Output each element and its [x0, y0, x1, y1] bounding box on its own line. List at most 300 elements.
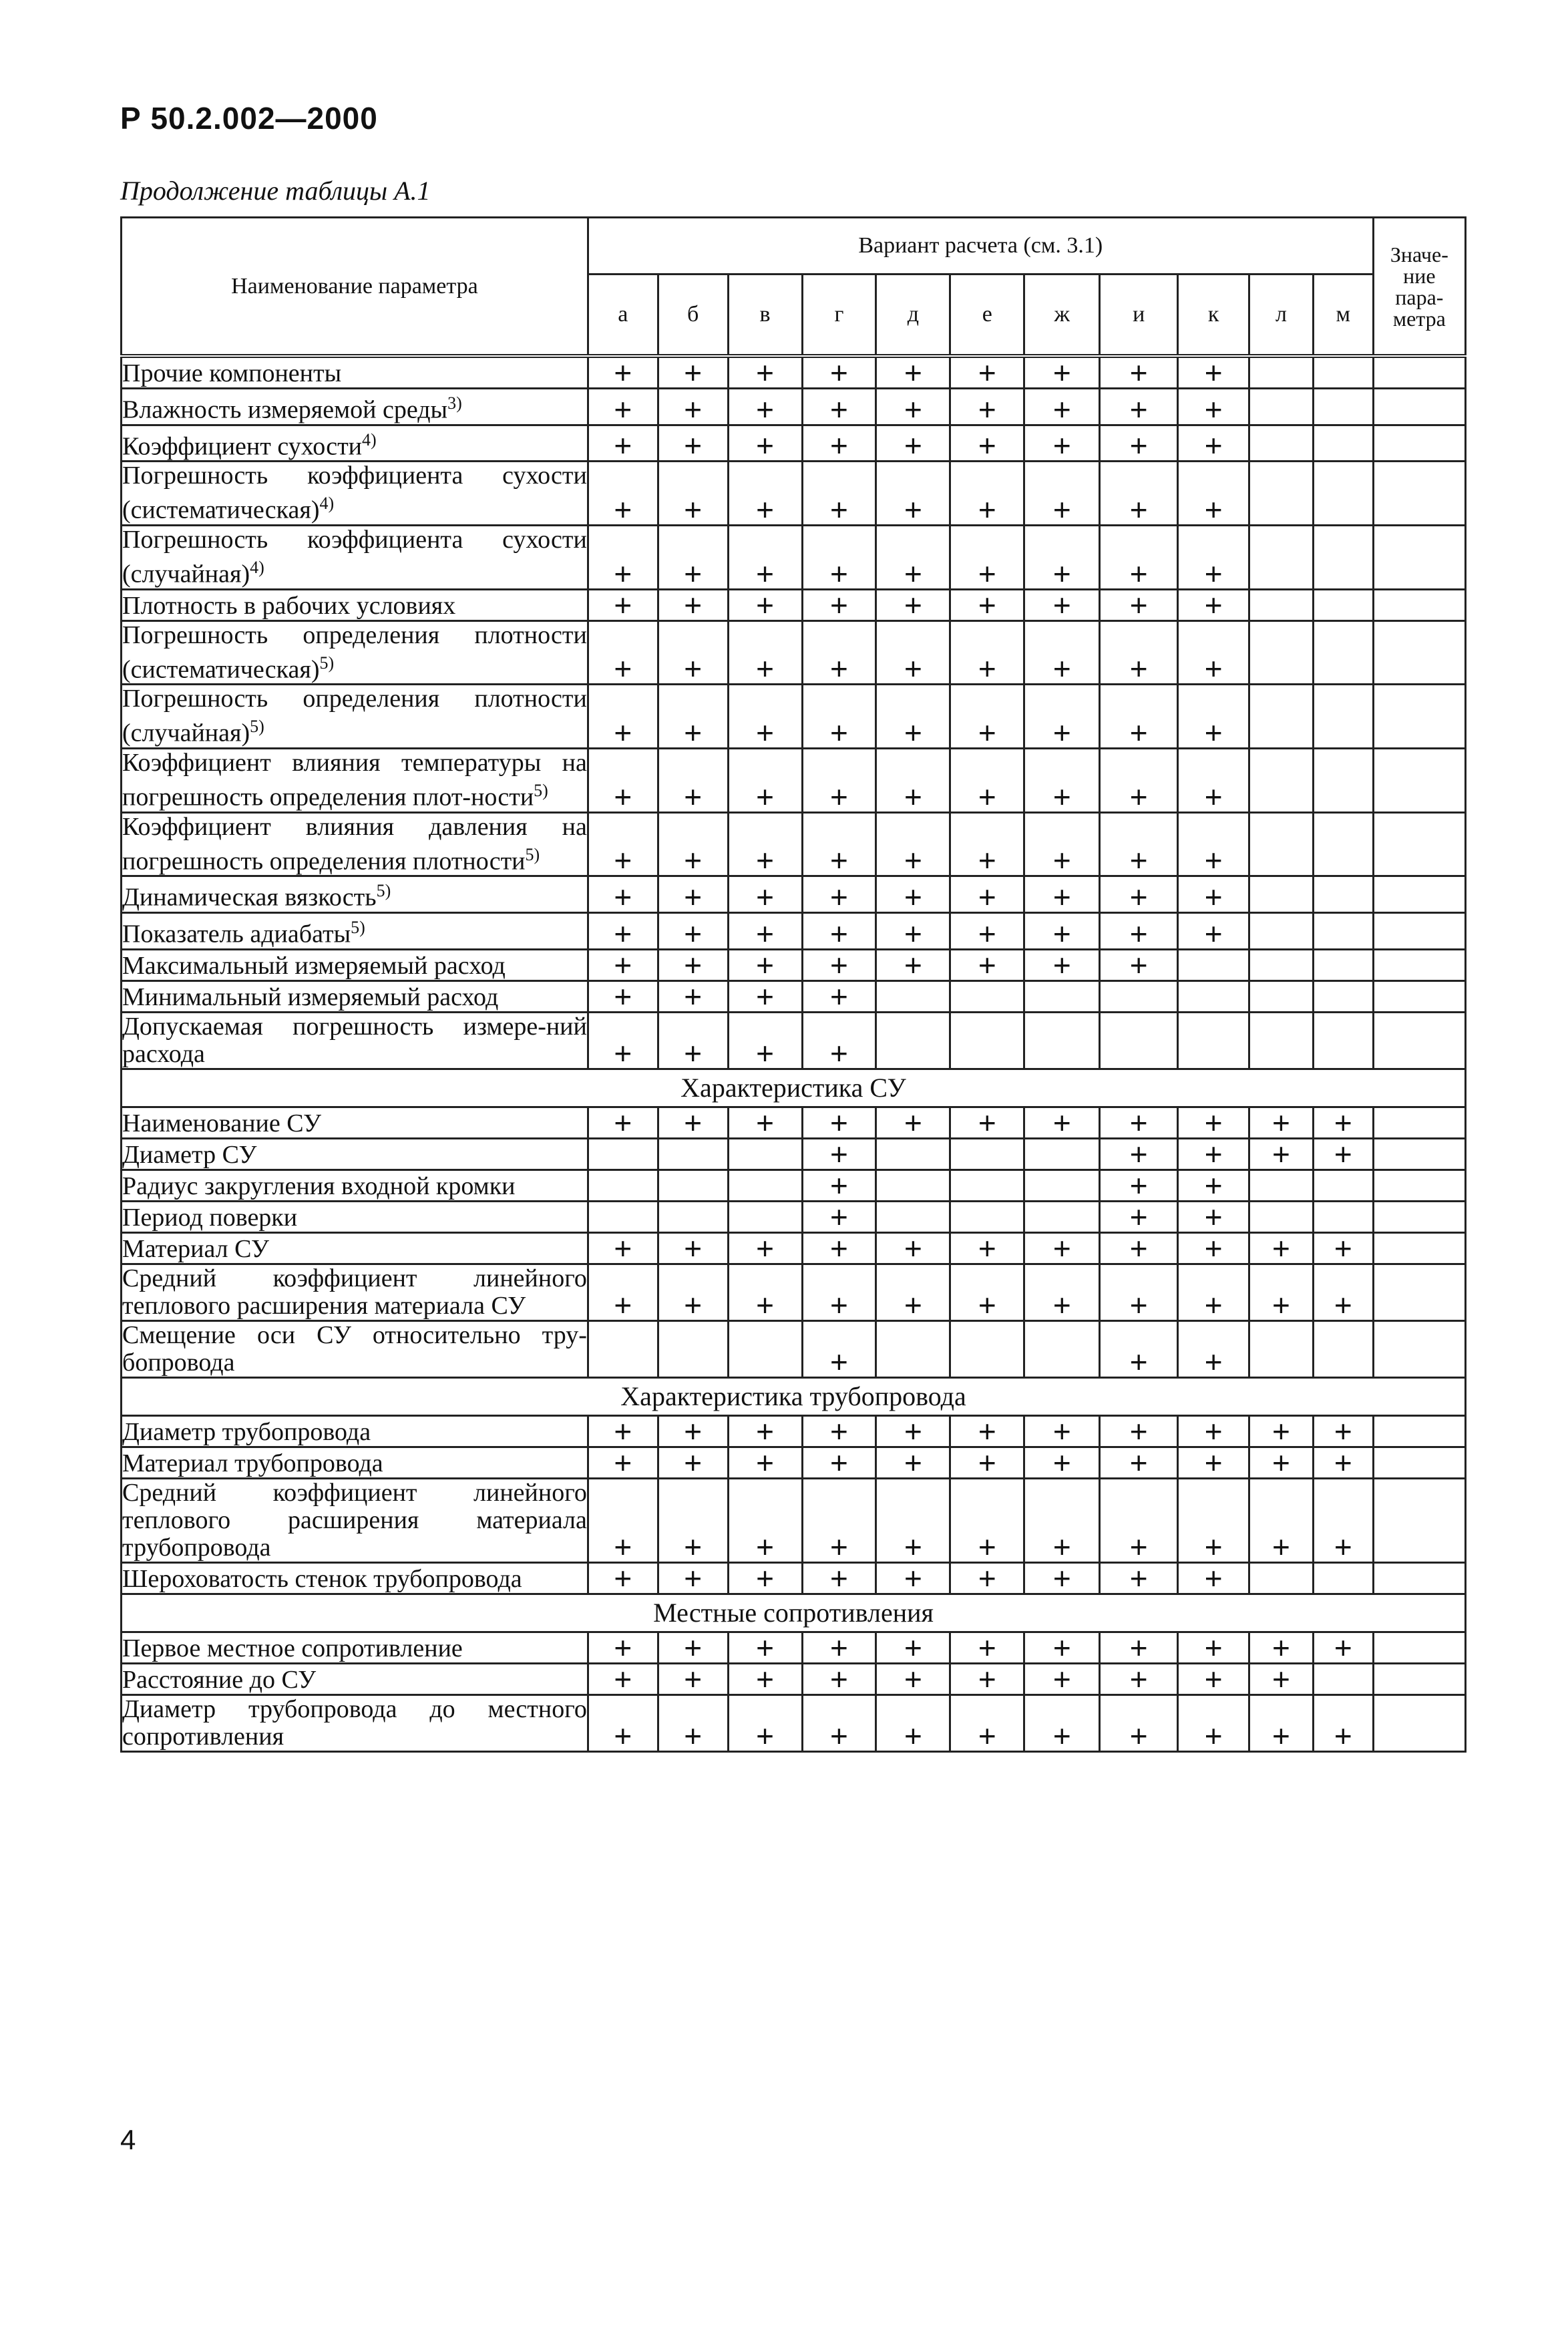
- variant-mark: [1249, 1012, 1314, 1069]
- variant-mark: [1178, 980, 1249, 1012]
- variant-mark: +: [802, 1232, 876, 1264]
- parameter-value-cell: [1373, 1447, 1465, 1478]
- variant-mark: +: [1313, 1694, 1373, 1751]
- variant-mark: [1249, 980, 1314, 1012]
- table-row: [122, 876, 1466, 913]
- variant-mark: +: [658, 425, 728, 462]
- variant-mark: +: [728, 685, 802, 749]
- variant-mark: +: [1313, 1138, 1373, 1170]
- variant-mark: +: [658, 1694, 728, 1751]
- variant-mark: [1313, 589, 1373, 620]
- variant-mark: +: [1024, 1415, 1100, 1447]
- variant-mark: [1313, 1201, 1373, 1232]
- variant-mark: +: [588, 949, 658, 980]
- variant-mark: +: [728, 589, 802, 620]
- variant-mark: +: [658, 812, 728, 876]
- variant-mark: +: [1178, 1232, 1249, 1264]
- parameter-name: Минимальный измеряемый расход: [122, 980, 588, 1012]
- footnote-marker: 5): [351, 917, 365, 937]
- section-title: Местные сопротивления: [122, 1594, 1466, 1632]
- table-row: [122, 425, 1466, 462]
- parameter-name: Коэффициент сухости$^{4)}$: [122, 425, 588, 462]
- parameter-value-cell: [1373, 1170, 1465, 1201]
- variant-mark: +: [802, 389, 876, 425]
- table-row: [122, 389, 1466, 425]
- variant-mark: +: [876, 462, 950, 526]
- variant-mark: +: [1249, 1264, 1314, 1320]
- variant-mark: +: [1100, 1170, 1178, 1201]
- variant-mark: +: [802, 1663, 876, 1694]
- variant-mark: +: [1024, 589, 1100, 620]
- variant-mark: +: [1249, 1232, 1314, 1264]
- variant-mark: [950, 1170, 1024, 1201]
- variant-mark: +: [588, 1478, 658, 1562]
- variant-mark: +: [1024, 525, 1100, 589]
- variant-mark: +: [876, 1632, 950, 1663]
- parameter-value-cell: [1373, 748, 1465, 812]
- variant-mark: +: [802, 1562, 876, 1594]
- footnote-marker: 4): [362, 429, 377, 450]
- variant-mark: +: [1178, 1694, 1249, 1751]
- parameter-name: Диаметр трубопровода: [122, 1415, 588, 1447]
- variant-mark: [876, 1201, 950, 1232]
- variant-mark: +: [950, 1264, 1024, 1320]
- variant-mark: +: [1178, 1447, 1249, 1478]
- variant-mark: +: [1024, 425, 1100, 462]
- variant-mark: +: [802, 1694, 876, 1751]
- parameter-value-cell: [1373, 1562, 1465, 1594]
- variant-mark: +: [728, 912, 802, 949]
- variant-mark: +: [876, 812, 950, 876]
- variant-mark: +: [950, 912, 1024, 949]
- variant-mark: [728, 1170, 802, 1201]
- parameter-name: Максимальный измеряемый расход: [122, 949, 588, 980]
- variant-mark: +: [658, 1478, 728, 1562]
- parameter-name: Первое местное сопротивление: [122, 1632, 588, 1663]
- parameter-name: Шероховатость стенок трубопровода: [122, 1562, 588, 1594]
- variant-mark: +: [1100, 1663, 1178, 1694]
- variant-mark: +: [1024, 1632, 1100, 1663]
- variant-mark: +: [876, 1562, 950, 1594]
- variant-mark: +: [1100, 589, 1178, 620]
- variant-mark: +: [728, 980, 802, 1012]
- section-row: [122, 1377, 1466, 1415]
- variant-mark: +: [1100, 1201, 1178, 1232]
- table-row: [122, 1264, 1466, 1320]
- parameter-name: Материал трубопровода: [122, 1447, 588, 1478]
- header-variant-3: г: [802, 275, 876, 357]
- variant-mark: [658, 1320, 728, 1377]
- variant-mark: [1100, 980, 1178, 1012]
- table-row: [122, 356, 1466, 389]
- variant-mark: [658, 1138, 728, 1170]
- variant-mark: +: [1178, 876, 1249, 913]
- table-row: [122, 1663, 1466, 1694]
- parameter-value-cell: [1373, 1264, 1465, 1320]
- variant-mark: +: [876, 949, 950, 980]
- variant-mark: +: [658, 589, 728, 620]
- variant-mark: [1100, 1012, 1178, 1069]
- variant-mark: +: [876, 912, 950, 949]
- table-row: [122, 1170, 1466, 1201]
- variant-mark: [876, 1170, 950, 1201]
- variant-mark: +: [1024, 685, 1100, 749]
- variant-mark: +: [1024, 1663, 1100, 1694]
- variant-mark: [1249, 462, 1314, 526]
- variant-mark: +: [588, 425, 658, 462]
- variant-mark: [1313, 949, 1373, 980]
- variant-mark: +: [658, 949, 728, 980]
- footnote-marker: 3): [447, 393, 462, 413]
- variant-mark: +: [802, 620, 876, 685]
- variant-mark: +: [1100, 748, 1178, 812]
- variant-mark: +: [588, 462, 658, 526]
- table-row: [122, 620, 1466, 685]
- variant-mark: +: [1024, 1447, 1100, 1478]
- variant-mark: +: [1178, 389, 1249, 425]
- header-parameter-value: Значе- ние пара- метра: [1373, 218, 1465, 357]
- variant-mark: [658, 1201, 728, 1232]
- variant-mark: [1249, 685, 1314, 749]
- variant-mark: [1249, 1170, 1314, 1201]
- variant-mark: +: [1178, 1107, 1249, 1138]
- variant-mark: [1249, 425, 1314, 462]
- variant-mark: +: [1249, 1107, 1314, 1138]
- variant-mark: +: [1313, 1478, 1373, 1562]
- variant-mark: +: [1024, 1107, 1100, 1138]
- variant-mark: [1313, 876, 1373, 913]
- variant-mark: [1313, 1320, 1373, 1377]
- variant-mark: +: [1178, 1170, 1249, 1201]
- variant-mark: [1249, 812, 1314, 876]
- variant-mark: +: [1024, 1694, 1100, 1751]
- variant-mark: +: [1024, 812, 1100, 876]
- variant-mark: [1313, 620, 1373, 685]
- variant-mark: +: [1024, 1562, 1100, 1594]
- variant-mark: +: [1100, 912, 1178, 949]
- variant-mark: [876, 980, 950, 1012]
- variant-mark: +: [802, 525, 876, 589]
- variant-mark: +: [802, 1201, 876, 1232]
- footnote-marker: 5): [250, 717, 264, 737]
- variant-mark: +: [802, 356, 876, 389]
- variant-mark: [1249, 1201, 1314, 1232]
- parameter-value-cell: [1373, 356, 1465, 389]
- variant-mark: +: [658, 876, 728, 913]
- variant-mark: +: [876, 1447, 950, 1478]
- variant-mark: +: [1100, 1415, 1178, 1447]
- variant-mark: [1313, 525, 1373, 589]
- variant-mark: [1313, 1170, 1373, 1201]
- variant-mark: [1313, 1012, 1373, 1069]
- variant-mark: +: [728, 1012, 802, 1069]
- variant-mark: +: [1100, 1447, 1178, 1478]
- variant-mark: [1313, 1663, 1373, 1694]
- variant-mark: +: [588, 525, 658, 589]
- variant-mark: +: [588, 1107, 658, 1138]
- variant-mark: +: [588, 1632, 658, 1663]
- parameter-name: Показатель адиабаты$^{5)}$: [122, 912, 588, 949]
- parameter-value-cell: [1373, 389, 1465, 425]
- variant-mark: +: [588, 1562, 658, 1594]
- variant-mark: +: [728, 1447, 802, 1478]
- parameter-name: Радиус закругления входной кромки: [122, 1170, 588, 1201]
- variant-mark: +: [1178, 462, 1249, 526]
- parameter-value-cell: [1373, 462, 1465, 526]
- variant-mark: +: [1178, 356, 1249, 389]
- variant-mark: +: [728, 1632, 802, 1663]
- variant-mark: +: [1178, 525, 1249, 589]
- variant-mark: +: [1024, 389, 1100, 425]
- variant-mark: +: [802, 1170, 876, 1201]
- variant-mark: +: [588, 980, 658, 1012]
- variant-mark: +: [658, 1632, 728, 1663]
- parameter-name: Наименование СУ: [122, 1107, 588, 1138]
- variant-mark: [1313, 912, 1373, 949]
- variant-mark: +: [658, 1264, 728, 1320]
- variant-mark: [728, 1320, 802, 1377]
- header-variant-2: в: [728, 275, 802, 357]
- table-row: [122, 912, 1466, 949]
- variant-mark: [588, 1138, 658, 1170]
- variant-mark: +: [802, 1107, 876, 1138]
- variant-mark: +: [802, 1415, 876, 1447]
- variant-mark: [1249, 876, 1314, 913]
- header-calculation-variant: Вариант расчета (см. 3.1): [588, 218, 1373, 275]
- variant-mark: +: [1100, 620, 1178, 685]
- variant-mark: +: [802, 876, 876, 913]
- variant-mark: [1313, 425, 1373, 462]
- variant-mark: +: [1024, 912, 1100, 949]
- variant-mark: +: [658, 1232, 728, 1264]
- variant-mark: +: [728, 876, 802, 913]
- variant-mark: +: [876, 425, 950, 462]
- parameter-value-cell: [1373, 525, 1465, 589]
- table-row: [122, 1415, 1466, 1447]
- parameter-name: Диаметр трубопровода до местного сопротивления: [122, 1694, 587, 1751]
- variant-mark: [588, 1201, 658, 1232]
- variant-mark: +: [876, 876, 950, 913]
- variant-mark: +: [1100, 462, 1178, 526]
- variant-mark: +: [876, 685, 950, 749]
- variant-mark: +: [658, 1415, 728, 1447]
- variant-mark: +: [658, 620, 728, 685]
- variant-mark: +: [1178, 812, 1249, 876]
- variant-mark: +: [588, 356, 658, 389]
- variant-mark: +: [950, 876, 1024, 913]
- variant-mark: [876, 1012, 950, 1069]
- parameter-value-cell: [1373, 1663, 1465, 1694]
- parameter-name: Диаметр СУ: [122, 1138, 588, 1170]
- parameter-name: Погрешность коэффициента сухости (случайная)$^{4)}$: [122, 525, 587, 588]
- table-row: [122, 1320, 1466, 1377]
- variant-mark: +: [1024, 1232, 1100, 1264]
- parameter-value-cell: [1373, 1201, 1465, 1232]
- variant-mark: +: [1249, 1415, 1314, 1447]
- parameter-name: Плотность в рабочих условиях: [122, 589, 588, 620]
- header-variant-6: ж: [1024, 275, 1100, 357]
- variant-mark: +: [950, 949, 1024, 980]
- table-row: [122, 1447, 1466, 1478]
- variant-mark: +: [950, 1107, 1024, 1138]
- variant-mark: +: [1100, 1320, 1178, 1377]
- variant-mark: [1249, 1320, 1314, 1377]
- footnote-marker: 5): [376, 881, 391, 901]
- variant-mark: +: [588, 1264, 658, 1320]
- parameter-name: Погрешность коэффициента сухости (систематическая)$^{4)}$: [122, 462, 587, 524]
- variant-mark: +: [950, 1478, 1024, 1562]
- variant-mark: +: [658, 748, 728, 812]
- parameter-value-cell: [1373, 1478, 1465, 1562]
- variant-mark: +: [1178, 685, 1249, 749]
- variant-mark: +: [1100, 1478, 1178, 1562]
- variant-mark: [1178, 949, 1249, 980]
- variant-mark: +: [876, 1694, 950, 1751]
- variant-mark: [876, 1138, 950, 1170]
- variant-mark: +: [950, 748, 1024, 812]
- variant-mark: +: [588, 1415, 658, 1447]
- parameter-value-cell: [1373, 1415, 1465, 1447]
- table-row: [122, 525, 1466, 589]
- variant-mark: +: [658, 1663, 728, 1694]
- page-number: 4: [120, 2124, 136, 2155]
- variant-mark: +: [950, 1447, 1024, 1478]
- variant-mark: +: [658, 980, 728, 1012]
- variant-mark: +: [658, 389, 728, 425]
- variant-mark: +: [1100, 685, 1178, 749]
- variant-mark: +: [728, 1694, 802, 1751]
- variant-mark: +: [1178, 1632, 1249, 1663]
- variant-mark: +: [802, 1320, 876, 1377]
- section-row: [122, 1069, 1466, 1107]
- variant-mark: [1313, 812, 1373, 876]
- variant-mark: +: [802, 685, 876, 749]
- section-title: Характеристика трубопровода: [122, 1377, 1466, 1415]
- variant-mark: +: [876, 589, 950, 620]
- parameter-value-cell: [1373, 589, 1465, 620]
- header-variant-0: а: [588, 275, 658, 357]
- variant-mark: [1249, 912, 1314, 949]
- parameter-value-cell: [1373, 876, 1465, 913]
- variant-mark: +: [950, 620, 1024, 685]
- parameter-value-cell: [1373, 425, 1465, 462]
- variant-mark: [1249, 620, 1314, 685]
- variant-mark: +: [658, 1012, 728, 1069]
- variant-mark: +: [588, 1232, 658, 1264]
- variant-mark: +: [876, 389, 950, 425]
- variant-mark: +: [588, 912, 658, 949]
- variant-mark: +: [802, 1012, 876, 1069]
- variant-mark: +: [950, 389, 1024, 425]
- header-variant-8: к: [1178, 275, 1249, 357]
- variant-mark: +: [876, 1663, 950, 1694]
- table-row: [122, 1201, 1466, 1232]
- parameter-name: Период поверки: [122, 1201, 588, 1232]
- variant-mark: +: [802, 1632, 876, 1663]
- variant-mark: +: [728, 1232, 802, 1264]
- variant-mark: +: [588, 876, 658, 913]
- table-row: [122, 1478, 1466, 1562]
- variant-mark: [1024, 1012, 1100, 1069]
- parameter-name: Расстояние до СУ: [122, 1663, 588, 1694]
- variant-mark: +: [1024, 1478, 1100, 1562]
- variant-mark: +: [950, 425, 1024, 462]
- footnote-marker: 5): [534, 780, 548, 800]
- variant-mark: +: [1024, 876, 1100, 913]
- variant-mark: +: [728, 1663, 802, 1694]
- variant-mark: +: [1100, 1562, 1178, 1594]
- parameter-value-cell: [1373, 812, 1465, 876]
- footnote-marker: 5): [525, 844, 540, 864]
- variant-mark: +: [1178, 1562, 1249, 1594]
- variant-mark: +: [728, 1562, 802, 1594]
- variant-mark: +: [588, 748, 658, 812]
- variant-mark: +: [950, 356, 1024, 389]
- variant-mark: +: [802, 812, 876, 876]
- variant-mark: +: [1100, 1694, 1178, 1751]
- variant-mark: [728, 1138, 802, 1170]
- variant-mark: +: [1178, 1264, 1249, 1320]
- variant-mark: +: [802, 425, 876, 462]
- variant-mark: +: [1178, 1138, 1249, 1170]
- variant-mark: +: [1100, 1264, 1178, 1320]
- variant-mark: [950, 1138, 1024, 1170]
- variant-mark: +: [950, 1663, 1024, 1694]
- variant-mark: +: [1178, 1415, 1249, 1447]
- variant-mark: +: [1100, 876, 1178, 913]
- variant-mark: +: [802, 980, 876, 1012]
- parameter-value-cell: [1373, 1012, 1465, 1069]
- variant-mark: +: [1178, 425, 1249, 462]
- parameter-value-cell: [1373, 685, 1465, 749]
- variant-mark: +: [1178, 589, 1249, 620]
- variant-mark: +: [658, 685, 728, 749]
- variant-mark: +: [802, 462, 876, 526]
- variant-mark: +: [658, 356, 728, 389]
- table-row: [122, 1232, 1466, 1264]
- variant-mark: +: [950, 462, 1024, 526]
- variant-mark: +: [1024, 748, 1100, 812]
- parameter-name: Динамическая вязкость$^{5)}$: [122, 876, 588, 913]
- variant-mark: +: [728, 1264, 802, 1320]
- variant-mark: +: [1024, 1264, 1100, 1320]
- header-variant-4: д: [876, 275, 950, 357]
- variant-mark: [1024, 980, 1100, 1012]
- variant-mark: +: [1178, 620, 1249, 685]
- parameter-value-cell: [1373, 949, 1465, 980]
- parameter-value-cell: [1373, 620, 1465, 685]
- variant-mark: +: [802, 1264, 876, 1320]
- table-row: [122, 1138, 1466, 1170]
- table-row: [122, 462, 1466, 526]
- variant-mark: +: [1178, 1320, 1249, 1377]
- variant-mark: +: [728, 356, 802, 389]
- table-row: [122, 980, 1466, 1012]
- document-code: Р 50.2.002—2000: [120, 101, 378, 136]
- parameter-name: Прочие компоненты: [122, 356, 588, 389]
- parameter-value-cell: [1373, 1632, 1465, 1663]
- variant-mark: +: [728, 1478, 802, 1562]
- variant-mark: +: [1313, 1632, 1373, 1663]
- variant-mark: +: [876, 1415, 950, 1447]
- variant-mark: [1249, 589, 1314, 620]
- table-row: [122, 1694, 1466, 1751]
- variant-mark: +: [876, 620, 950, 685]
- variant-mark: +: [950, 1415, 1024, 1447]
- variant-mark: +: [658, 462, 728, 526]
- variant-mark: +: [588, 1694, 658, 1751]
- variant-mark: +: [1100, 389, 1178, 425]
